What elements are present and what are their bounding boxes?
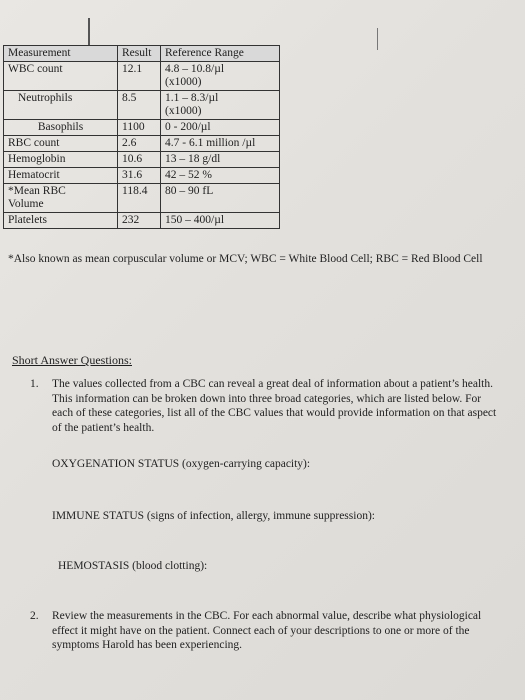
cell-result: 31.6	[118, 168, 161, 184]
cell-range: 42 – 52 %	[161, 168, 280, 184]
question-number: 2.	[30, 610, 39, 622]
category-oxygenation: OXYGENATION STATUS (oxygen-carrying capacity):	[52, 458, 311, 470]
range-line: (x1000)	[165, 105, 202, 117]
cell-result: 1100	[118, 120, 161, 136]
table-row	[4, 120, 280, 136]
header-measurement: Measurement	[4, 46, 118, 62]
table-footnote: *Also known as mean corpuscular volume or MCV; WBC = White Blood Cell; RBC = Red Blood Cell	[8, 253, 483, 265]
cell-result: 2.6	[118, 136, 161, 152]
header-reference-range: Reference Range	[161, 46, 280, 62]
cell-measurement: Neutrophils	[4, 91, 118, 120]
question-2	[30, 609, 500, 653]
cell-measurement: RBC count	[4, 136, 118, 152]
cell-range	[161, 62, 280, 91]
cell-measurement: WBC count	[4, 62, 118, 91]
cell-measurement: Hemoglobin	[4, 152, 118, 168]
table-row	[4, 168, 280, 184]
cell-measurement: Platelets	[4, 213, 118, 229]
cell-range: 4.7 - 6.1 million /µl	[161, 136, 280, 152]
cell-result: 8.5	[118, 91, 161, 120]
question-1	[30, 377, 500, 435]
cell-measurement	[4, 184, 118, 213]
cell-result: 118.4	[118, 184, 161, 213]
pen-mark	[377, 28, 378, 50]
measurement-line: *Mean RBC	[8, 185, 66, 197]
table-row	[4, 184, 280, 213]
short-answer-heading: Short Answer Questions:	[12, 353, 132, 367]
cell-result: 12.1	[118, 62, 161, 91]
cell-range	[161, 91, 280, 120]
question-text: Review the measurements in the CBC. For each abnormal value, describe what physiological effect it might have on the patient. Connect each of your descriptions to one or more of the symptoms Harold has been experiencing.	[52, 610, 482, 651]
range-line: 4.8 – 10.8/µl	[165, 63, 225, 75]
cell-result: 10.6	[118, 152, 161, 168]
cbc-results-table	[3, 45, 280, 229]
category-hemostasis: HEMOSTASIS (blood clotting):	[58, 560, 208, 572]
cell-range: 13 – 18 g/dl	[161, 152, 280, 168]
question-text: The values collected from a CBC can reveal a great deal of information about a patient’s health. This information can be broken down into three broad categories, which are listed below. For each of these categories, list all of the CBC values that would provide information on that aspect of the patient’s health.	[52, 378, 497, 434]
table-row	[4, 91, 280, 120]
range-line: (x1000)	[165, 76, 202, 88]
cell-range: 80 – 90 fL	[161, 184, 280, 213]
table-row	[4, 213, 280, 229]
table-row	[4, 62, 280, 91]
category-immune: IMMUNE STATUS (signs of infection, allergy, immune suppression):	[52, 510, 375, 522]
table-row	[4, 152, 280, 168]
question-number: 1.	[30, 378, 39, 390]
table-row	[4, 136, 280, 152]
cell-range: 150 – 400/µl	[161, 213, 280, 229]
range-line: 1.1 – 8.3/µl	[165, 92, 219, 104]
pen-mark	[88, 18, 90, 46]
header-result: Result	[118, 46, 161, 62]
cell-range: 0 - 200/µl	[161, 120, 280, 136]
cell-result: 232	[118, 213, 161, 229]
cell-measurement: Hematocrit	[4, 168, 118, 184]
table-header-row	[4, 46, 280, 62]
cell-measurement: Basophils	[4, 120, 118, 136]
measurement-line: Volume	[8, 198, 44, 210]
